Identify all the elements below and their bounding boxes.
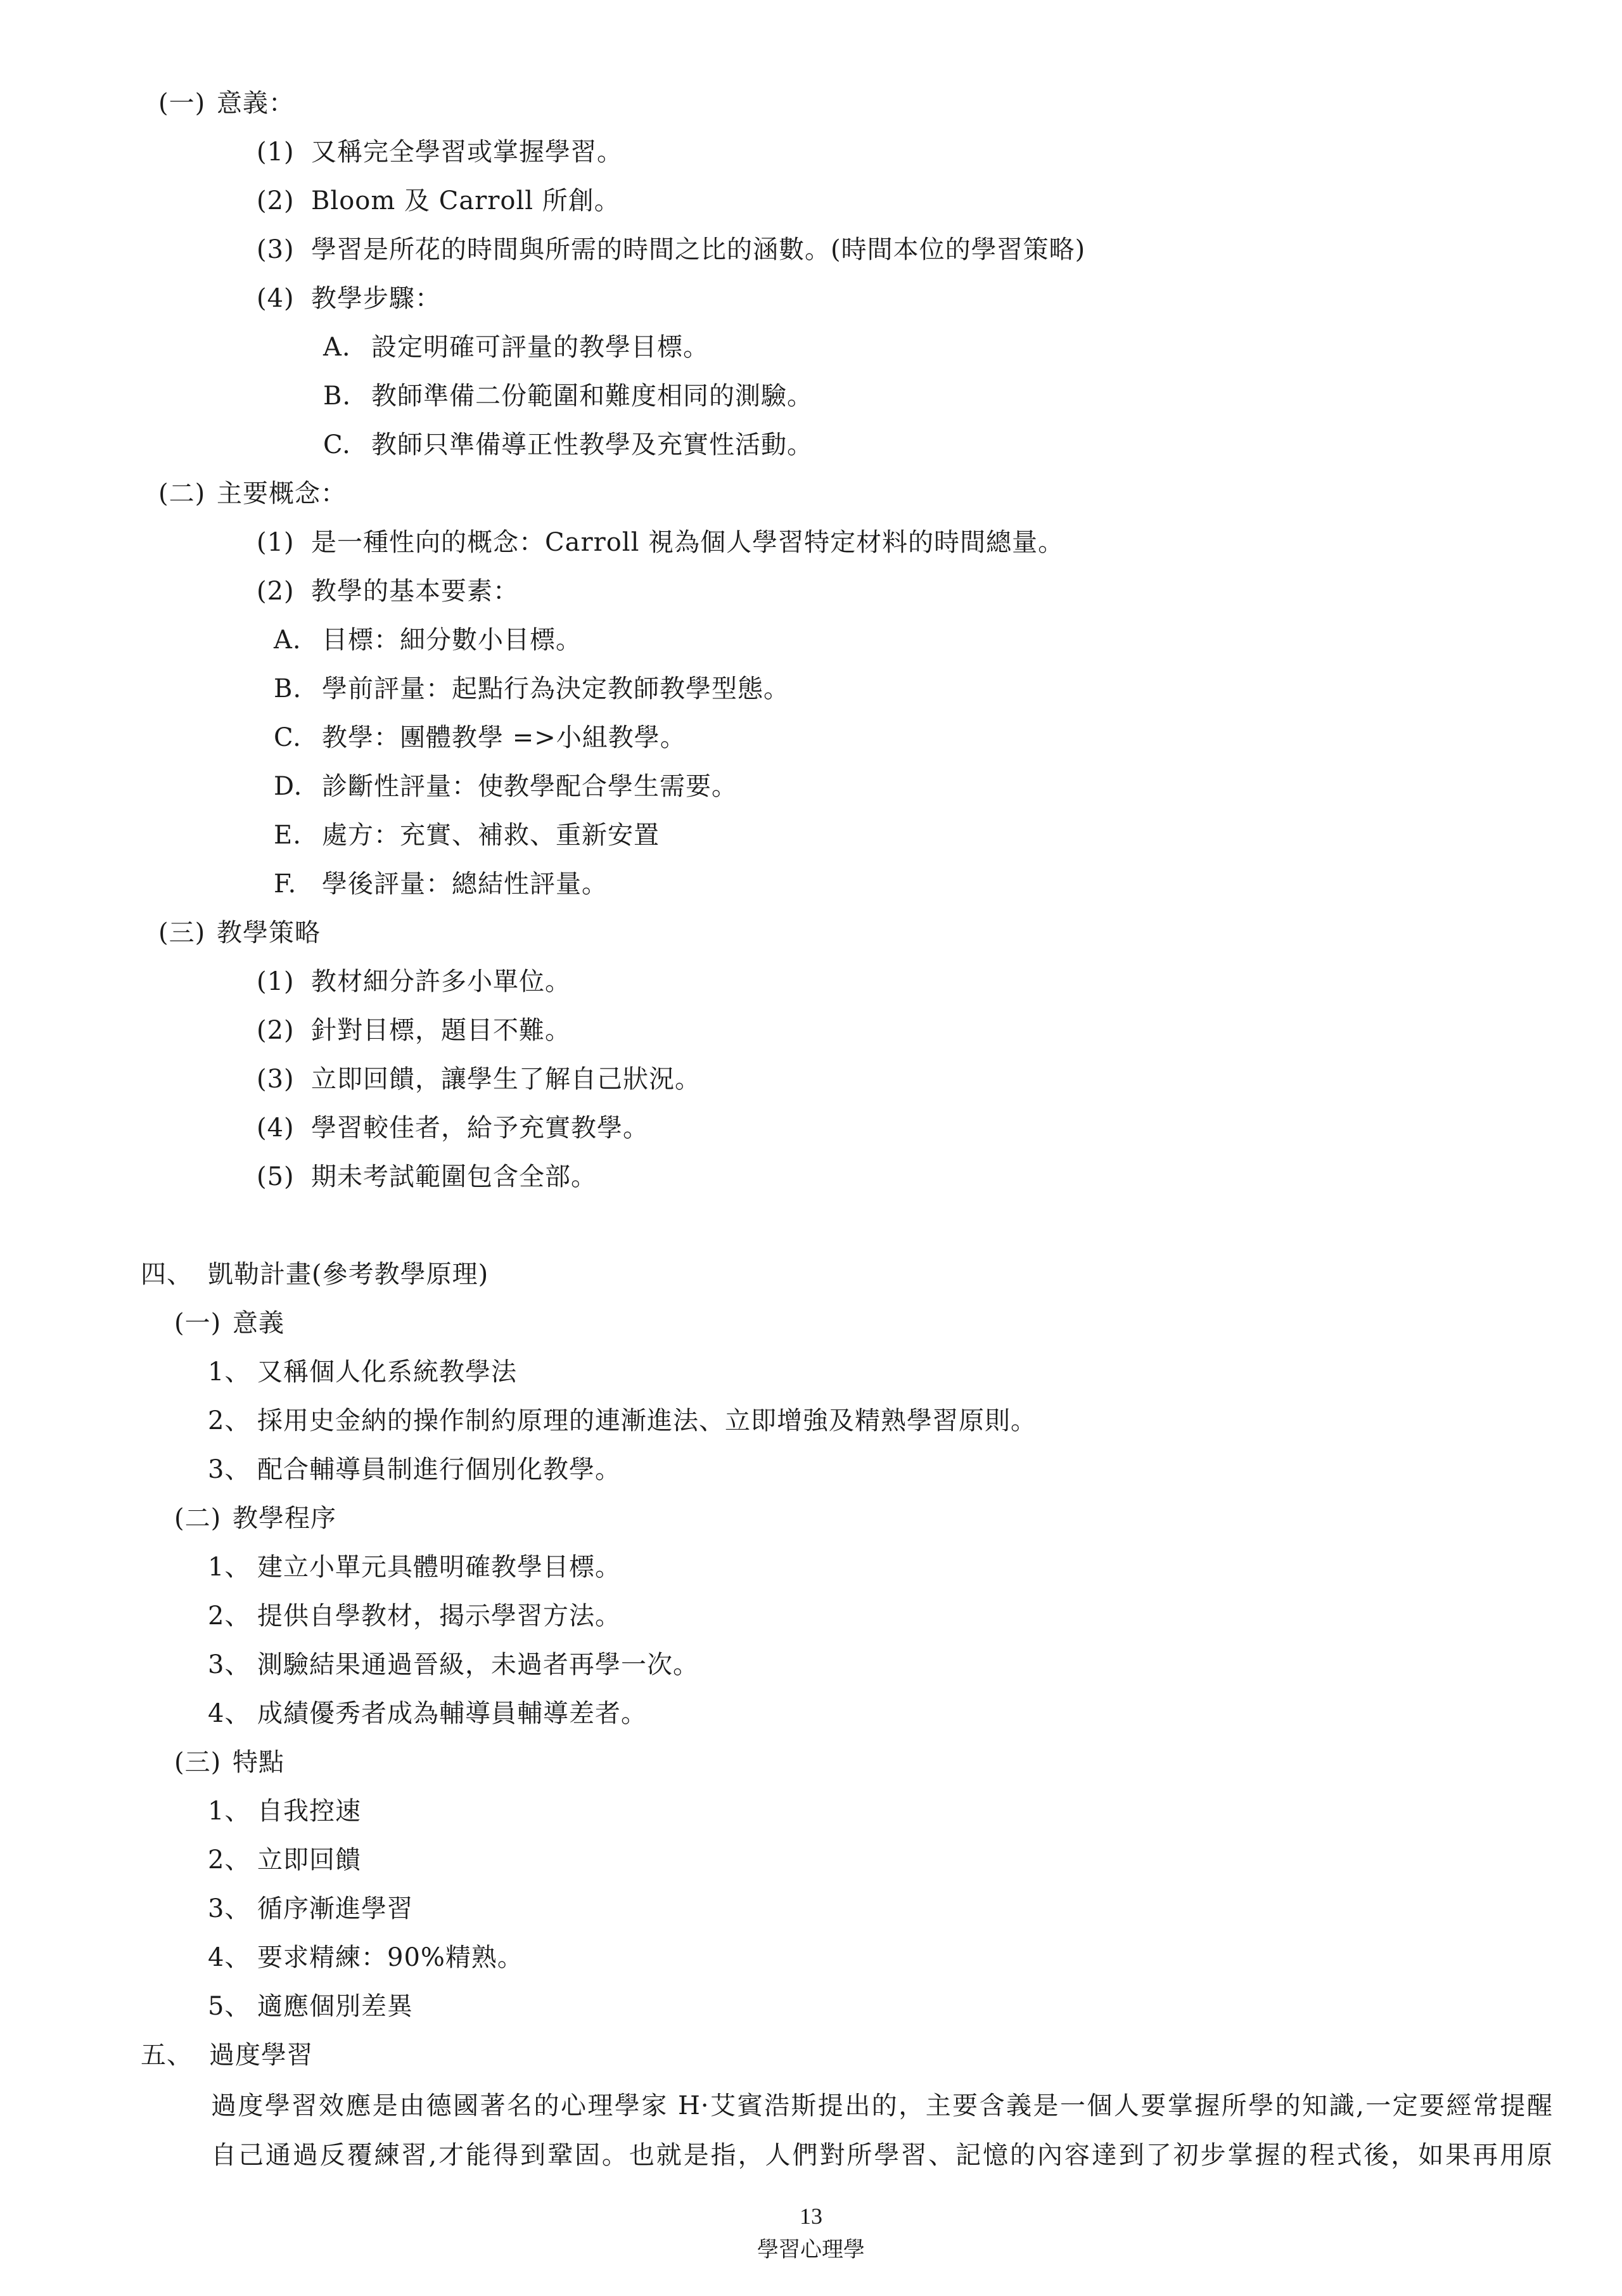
sub-item [323, 378, 813, 414]
chapter-text: 凱勒計畫(參考教學原理) [208, 1260, 489, 1289]
item-text: 成績優秀者成為輔導員輔導差者。 [257, 1699, 647, 1728]
list-item [208, 1452, 621, 1487]
item-letter: B. [323, 382, 352, 411]
list-item [257, 574, 519, 609]
item-text: 又稱完全學習或掌握學習。 [311, 138, 623, 167]
section-number: (二) [174, 1504, 222, 1533]
chapter-heading [141, 1257, 489, 1292]
item-text: 配合輔導員制進行個別化教學。 [257, 1455, 621, 1484]
section-text: 意義 [233, 1309, 284, 1338]
section-number: (三) [174, 1748, 222, 1777]
item-text: 立即回饋 [257, 1845, 361, 1875]
section-text: 主要概念： [217, 479, 347, 508]
item-text: 適應個別差異 [257, 1992, 413, 2021]
item-number: (2) [257, 186, 295, 215]
list-item [257, 1013, 571, 1048]
book-title: 學習心理學 [757, 2237, 865, 2262]
item-letter: D. [274, 772, 303, 801]
list-item [257, 232, 1085, 267]
item-text: 採用史金納的操作制約原理的連漸進法、立即增強及精熟學習原則。 [257, 1406, 1037, 1435]
section-number: (一) [158, 89, 206, 118]
item-number: 2、 [208, 1845, 251, 1875]
item-text: 教學：團體教學 =>小組教學。 [322, 723, 686, 752]
list-item [208, 1989, 413, 2024]
list-item [208, 1940, 523, 1975]
item-number: (2) [257, 1016, 295, 1045]
item-letter: E. [274, 821, 302, 850]
list-item [257, 183, 620, 219]
item-text: 期未考試範圍包含全部。 [311, 1162, 597, 1191]
list-item [208, 1403, 1037, 1439]
item-number: 4、 [208, 1943, 251, 1972]
item-text: 學後評量：總結性評量。 [322, 869, 608, 899]
item-text: 目標：細分數小目標。 [322, 625, 582, 655]
item-text: 教學的基本要素： [311, 577, 519, 606]
item-text: 自我控速 [257, 1797, 361, 1826]
list-item [257, 964, 571, 999]
item-text: 學習較佳者，給予充實教學。 [311, 1113, 649, 1143]
item-text: 針對目標，題目不難。 [311, 1016, 571, 1045]
item-letter: F. [274, 869, 297, 899]
section-heading [158, 476, 347, 511]
section-number: (二) [158, 479, 206, 508]
item-text: 是一種性向的概念：Carroll 視為個人學習特定材料的時間總量。 [311, 528, 1064, 557]
section-heading [158, 915, 321, 951]
section-heading [174, 1305, 284, 1341]
item-text: 教材細分許多小單位。 [311, 967, 571, 996]
item-text: Bloom 及 Carroll 所創。 [311, 186, 620, 215]
chapter-number: 五、 [141, 2041, 193, 2070]
list-item [208, 1793, 361, 1829]
sub-item [274, 720, 686, 755]
chapter-text: 過度學習 [209, 2041, 313, 2070]
item-text: 提供自學教材，揭示學習方法。 [257, 1601, 621, 1631]
item-number: (2) [257, 577, 295, 606]
item-letter: A. [323, 333, 351, 362]
sub-item [274, 866, 608, 902]
section-text: 教學策略 [217, 918, 321, 947]
item-text: 學前評量：起點行為決定教師教學型態。 [322, 674, 789, 703]
item-letter: C. [323, 430, 351, 459]
item-letter: B. [274, 674, 302, 703]
item-text: 設定明確可評量的教學目標。 [371, 333, 709, 362]
sub-item [274, 622, 582, 658]
list-item [208, 1696, 647, 1731]
sub-item [274, 671, 789, 707]
section-number: (三) [158, 918, 206, 947]
section-number: (一) [174, 1309, 222, 1338]
item-number: 2、 [208, 1406, 251, 1435]
item-number: 5、 [208, 1992, 251, 2021]
item-number: (1) [257, 138, 295, 167]
sub-item [274, 818, 660, 853]
item-text: 測驗結果通過晉級，未過者再學一次。 [257, 1650, 699, 1679]
item-letter: C. [274, 723, 302, 752]
chapter-heading [141, 2037, 313, 2073]
item-number: 3、 [208, 1455, 251, 1484]
item-number: 3、 [208, 1894, 251, 1923]
sub-item [323, 330, 709, 365]
sub-item [274, 769, 738, 804]
item-text: 教師只準備導正性教學及充實性活動。 [371, 430, 813, 459]
page-number: 13 [800, 2203, 822, 2229]
list-item [208, 1647, 699, 1683]
section-text: 意義： [217, 89, 295, 118]
item-text: 要求精練：90%精熟。 [257, 1943, 523, 1972]
list-item [257, 281, 441, 316]
item-text: 教學步驟： [311, 284, 441, 313]
list-item [208, 1598, 621, 1634]
list-item [257, 1159, 597, 1195]
item-number: (5) [257, 1162, 295, 1191]
paragraph-line: 過度學習效應是由德國著名的心理學家 H·艾賓浩斯提出的，主要含義是一個人要掌握所學的知識,一定要經常提醒 [211, 2091, 1553, 2120]
item-number: (4) [257, 284, 295, 313]
item-text: 又稱個人化系統教學法 [257, 1357, 517, 1387]
section-heading [174, 1745, 284, 1780]
list-item [208, 1891, 413, 1927]
item-number: 3、 [208, 1650, 251, 1679]
item-text: 診斷性評量：使教學配合學生需要。 [322, 772, 738, 801]
item-text: 立即回饋，讓學生了解自己狀況。 [311, 1065, 701, 1094]
item-number: 1、 [208, 1797, 251, 1826]
item-number: 1、 [208, 1553, 251, 1582]
list-item [257, 525, 1064, 560]
item-number: 1、 [208, 1357, 251, 1387]
sub-item [323, 427, 813, 463]
item-number: (3) [257, 1065, 295, 1094]
list-item [257, 1110, 649, 1146]
chapter-number: 四、 [141, 1260, 193, 1289]
section-text: 特點 [233, 1748, 284, 1777]
list-item [208, 1549, 621, 1585]
item-text: 循序漸進學習 [257, 1894, 413, 1923]
item-text: 處方：充實、補救、重新安置 [322, 821, 660, 850]
item-text: 學習是所花的時間與所需的時間之比的涵數。(時間本位的學習策略) [311, 235, 1086, 264]
item-number: 4、 [208, 1699, 251, 1728]
item-letter: A. [274, 625, 302, 655]
list-item [208, 1842, 361, 1878]
section-heading [174, 1501, 336, 1536]
section-text: 教學程序 [233, 1504, 336, 1533]
item-text: 教師準備二份範圍和難度相同的測驗。 [371, 382, 813, 411]
list-item [257, 134, 623, 170]
item-text: 建立小單元具體明確教學目標。 [257, 1553, 621, 1582]
paragraph-line: 自己通過反覆練習,才能得到鞏固。也就是指，人們對所學習、記憶的內容達到了初步掌握的程式後，如果再用原 [211, 2141, 1553, 2170]
list-item [257, 1061, 701, 1097]
item-number: (4) [257, 1113, 295, 1143]
item-number: (1) [257, 528, 295, 557]
item-number: 2、 [208, 1601, 251, 1631]
item-number: (1) [257, 967, 295, 996]
list-item [208, 1354, 517, 1390]
item-number: (3) [257, 235, 295, 264]
section-heading [158, 86, 295, 121]
